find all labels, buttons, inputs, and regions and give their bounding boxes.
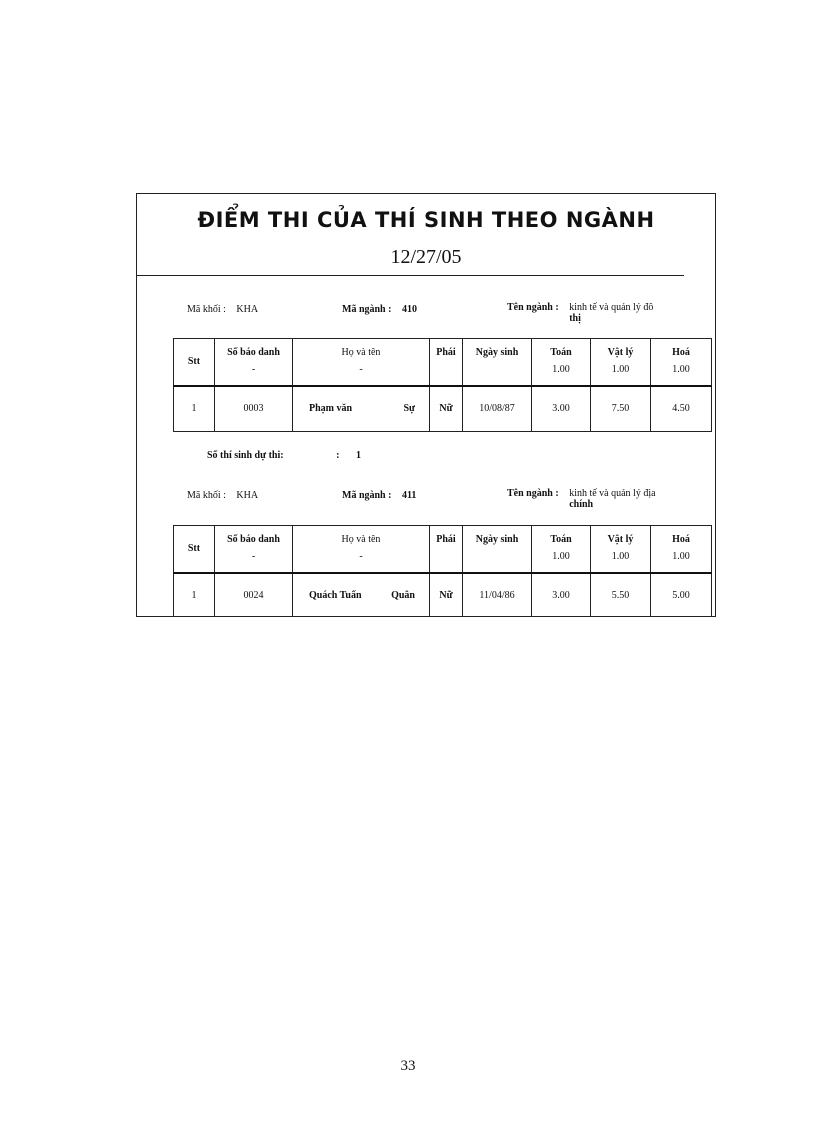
cell-toan: 3.00 <box>532 573 591 618</box>
cell-vatly: 5.50 <box>591 573 651 618</box>
report-date: 12/27/05 <box>390 246 462 268</box>
col-phai: Phái <box>430 339 463 386</box>
cell-phai: Nữ <box>430 573 463 618</box>
section-1-manganh <box>342 304 417 315</box>
table-row <box>174 386 712 432</box>
col-vatly: Vật lý 1.00 <box>591 526 651 573</box>
summary-value: 1 <box>355 450 361 461</box>
cell-sbd: 0024 <box>215 573 293 618</box>
makhoi-label: Mã khối : <box>187 304 226 315</box>
manganh-value: 411 <box>401 490 417 501</box>
page-number: 33 <box>400 1058 416 1074</box>
cell-vatly: 7.50 <box>591 386 651 432</box>
section-1-summary <box>207 450 361 461</box>
cell-hoten: Quách Tuấn Quân <box>293 573 430 618</box>
section-2-manganh <box>342 490 416 501</box>
col-hoa: Hoá 1.00 <box>651 339 712 386</box>
section-1-makhoi <box>187 304 258 315</box>
section-2-makhoi <box>187 490 258 501</box>
col-hoten: Họ và tên - <box>293 339 430 386</box>
makhoi-label: Mã khối : <box>187 490 226 501</box>
summary-colon: : <box>336 450 340 461</box>
col-sbd: Số báo danh - <box>215 526 293 573</box>
section-1-tennganh <box>507 302 679 324</box>
col-ngaysinh: Ngày sinh <box>463 526 532 573</box>
section-2-table <box>173 525 712 617</box>
cell-sbd: 0003 <box>215 386 293 432</box>
cell-hoa: 5.00 <box>651 573 712 618</box>
col-vatly: Vật lý 1.00 <box>591 339 651 386</box>
cell-stt: 1 <box>174 573 215 618</box>
tennganh-label: Tên ngành : <box>507 302 559 313</box>
manganh-label: Mã ngành : <box>342 304 392 315</box>
cell-stt: 1 <box>174 386 215 432</box>
col-ngaysinh: Ngày sinh <box>463 339 532 386</box>
tennganh-label: Tên ngành : <box>507 488 559 499</box>
makhoi-value: KHA <box>236 490 259 501</box>
tennganh-value: kinh tế và quản lý đô thị <box>569 302 654 324</box>
report-title: ĐIỂM THI CỦA THÍ SINH THEO NGÀNH <box>197 208 655 232</box>
cell-ngaysinh: 11/04/86 <box>463 573 532 618</box>
summary-label: Số thí sinh dự thi: <box>207 450 284 461</box>
cell-ngaysinh: 10/08/87 <box>463 386 532 432</box>
col-phai: Phái <box>430 526 463 573</box>
col-hoa: Hoá 1.00 <box>651 526 712 573</box>
table-header-row <box>174 526 712 573</box>
makhoi-value: KHA <box>236 304 259 315</box>
report-image <box>136 193 716 617</box>
section-1-table <box>173 338 712 432</box>
tennganh-value: kinh tế và quản lý địa chính <box>569 488 656 510</box>
col-toan: Toán 1.00 <box>532 526 591 573</box>
manganh-value: 410 <box>401 304 417 315</box>
cell-toan: 3.00 <box>532 386 591 432</box>
col-toan: Toán 1.00 <box>532 339 591 386</box>
col-stt: Stt <box>174 526 215 573</box>
manganh-label: Mã ngành : <box>342 490 392 501</box>
cell-phai: Nữ <box>430 386 463 432</box>
cell-hoa: 4.50 <box>651 386 712 432</box>
title-divider <box>137 275 684 276</box>
col-stt: Stt <box>174 339 215 386</box>
cell-hoten: Phạm văn Sự <box>293 386 430 432</box>
section-2-tennganh <box>507 488 679 510</box>
table-row <box>174 573 712 618</box>
table-header-row <box>174 339 712 386</box>
col-sbd: Số báo danh - <box>215 339 293 386</box>
col-hoten: Họ và tên - <box>293 526 430 573</box>
